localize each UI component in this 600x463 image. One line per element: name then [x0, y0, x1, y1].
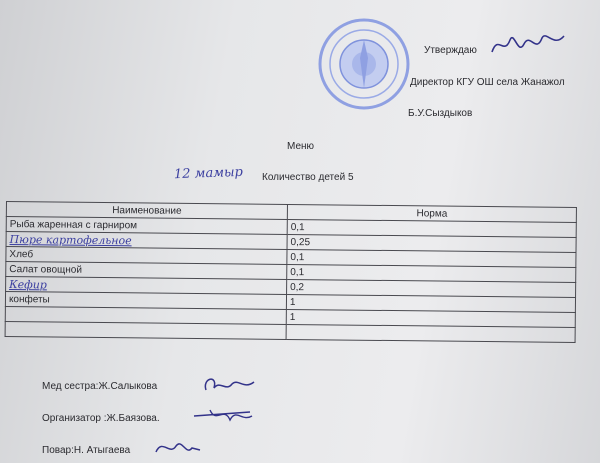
item-norm: 0,2: [287, 279, 576, 297]
cook-label: Повар:Н. Атыгаева: [42, 445, 131, 456]
item-name: конфеты: [5, 292, 286, 310]
item-norm: 1: [286, 309, 575, 327]
item-name: Пюре картофельное: [6, 232, 287, 250]
item-norm: 0,25: [287, 234, 576, 252]
director-name: Б.У.Сыздыков: [408, 108, 473, 119]
director-signature: [488, 26, 568, 66]
nurse-label: Мед сестра:Ж.Салыкова: [42, 381, 158, 392]
item-name: [5, 321, 286, 339]
organizer-signature: [190, 402, 260, 428]
header-name: Наименование: [6, 202, 287, 220]
handwritten-date: 12 мамыр: [173, 164, 244, 183]
item-norm: 1: [286, 294, 575, 312]
item-name: Кефир: [6, 277, 287, 295]
header-norm: Норма: [287, 204, 576, 222]
official-seal: [318, 18, 410, 110]
approve-label: Утверждаю: [424, 45, 477, 56]
cook-signature: [152, 436, 212, 460]
item-norm: [286, 324, 575, 342]
children-count: Количество детей 5: [262, 172, 354, 183]
organizer-label: Организатор :Ж.Баязова.: [42, 413, 160, 424]
item-norm: 0,1: [287, 249, 576, 267]
nurse-signature: [200, 372, 260, 398]
item-name: Рыба жаренная с гарниром: [6, 217, 287, 235]
item-name: Хлеб: [6, 247, 287, 265]
menu-title: Меню: [287, 141, 315, 152]
director-title: Директор КГУ ОШ села Жанажол: [410, 77, 565, 88]
item-name: Салат овощной: [6, 262, 287, 280]
item-norm: 0,1: [287, 219, 576, 237]
menu-table: [5, 201, 577, 343]
item-norm: 0,1: [287, 264, 576, 282]
